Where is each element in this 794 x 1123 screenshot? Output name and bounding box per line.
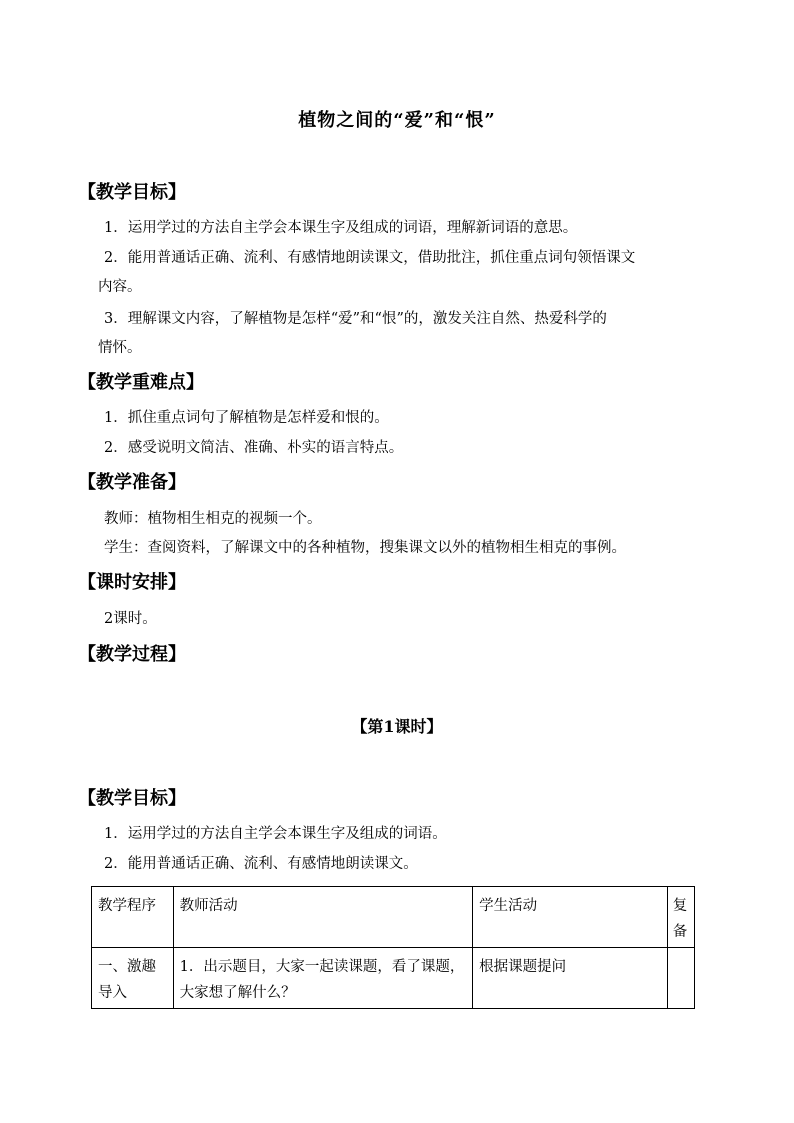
key-point-2: 2．感受说明文简洁、准确、朴实的语言特点。 <box>104 440 404 456</box>
table-cell: 1．出示题目，大家一起读课题，看了课题，大家想了解什么？ <box>173 948 472 1009</box>
table-cell: 一、激趣导入 <box>92 948 174 1009</box>
section-heading-key-points: 【教学重难点】 <box>78 372 204 393</box>
section-heading-schedule: 【课时安排】 <box>78 572 186 593</box>
goal-item-3: 3．理解课文内容，了解植物是怎样“爱”和“恨”的，激发关注自然、热爱科学的 <box>104 311 607 327</box>
table-header-cell: 教师活动 <box>173 887 472 948</box>
table-header-cell: 学生活动 <box>473 887 668 948</box>
lesson-plan-table <box>91 886 695 1009</box>
table-header-cell: 复备 <box>667 887 694 948</box>
prep-teacher: 教师：植物相生相克的视频一个。 <box>104 511 322 527</box>
section-heading-goals: 【教学目标】 <box>78 182 186 203</box>
goal-item-3-cont: 情怀。 <box>98 340 142 356</box>
goal-item-2-cont: 内容。 <box>98 279 142 295</box>
page-title: 植物之间的“爱”和“恨” <box>298 110 496 131</box>
table-row <box>92 948 695 1009</box>
table-header-row <box>92 887 695 948</box>
section-heading-prep: 【教学准备】 <box>78 472 186 493</box>
lesson-1-title: 【第1课时】 <box>351 717 443 736</box>
table-cell <box>667 948 694 1009</box>
table-cell: 根据课题提问 <box>473 948 668 1009</box>
prep-student: 学生：查阅资料，了解课文中的各种植物，搜集课文以外的植物相生相克的事例。 <box>104 540 626 556</box>
schedule-text: 2课时。 <box>104 611 157 627</box>
goal-item-2: 2．能用普通话正确、流利、有感情地朗读课文，借助批注，抓住重点词句领悟课文 <box>104 250 636 266</box>
table-header-cell: 教学程序 <box>92 887 174 948</box>
goal-item-1: 1．运用学过的方法自主学会本课生字及组成的词语，理解新词语的意思。 <box>104 220 578 236</box>
key-point-1: 1．抓住重点词句了解植物是怎样爱和恨的。 <box>104 410 389 426</box>
lesson-1-goals-heading: 【教学目标】 <box>78 788 186 809</box>
lesson-1-goal-2: 2．能用普通话正确、流利、有感情地朗读课文。 <box>104 856 418 872</box>
section-heading-process: 【教学过程】 <box>78 644 186 665</box>
lesson-1-goal-1: 1．运用学过的方法自主学会本课生字及组成的词语。 <box>104 826 447 842</box>
